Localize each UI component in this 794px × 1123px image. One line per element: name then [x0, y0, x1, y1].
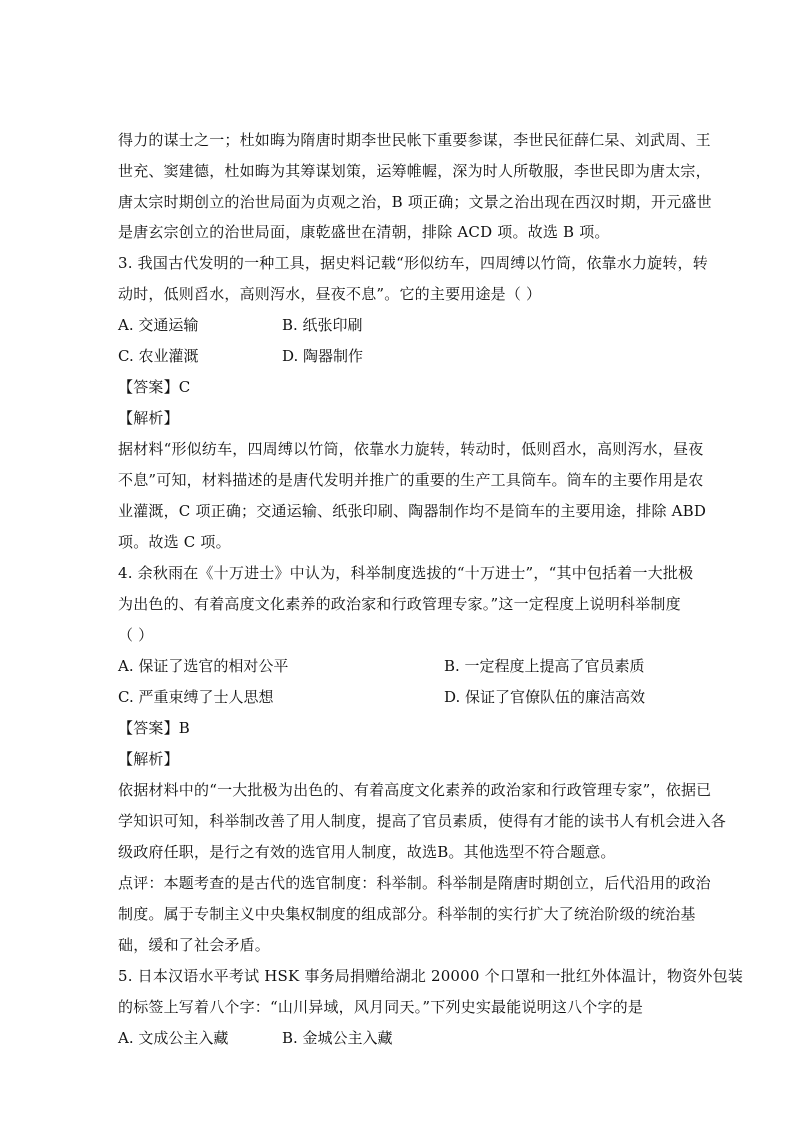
q4-stem-line-1: 4. 余秋雨在《十万进士》中认为，科举制度选拔的“十万进士”，“其中包括着一大批极 — [118, 564, 694, 582]
q3-option-a: A. 交通运输 — [118, 316, 199, 334]
q3-analysis-line-2: 不息”可知，材料描述的是唐代发明并推广的重要的生产工具筒车。筒车的主要作用是农 — [118, 471, 704, 489]
q3-option-b: B. 纸张印刷 — [282, 316, 363, 334]
q3-answer: 【答案】C — [118, 378, 191, 396]
q3-option-d: D. 陶器制作 — [282, 347, 364, 365]
q4-analysis-line-3: 级政府任职，是行之有效的选官用人制度，故选B。其他选型不符合题意。 — [118, 843, 616, 861]
q4-answer: 【答案】B — [118, 719, 191, 737]
q3-stem-line-2: 动时，低则舀水，高则泻水，昼夜不息”。它的主要用途是（ ） — [118, 285, 542, 303]
q5-option-b: B. 金城公主入藏 — [282, 1029, 393, 1047]
q3-analysis-line-1: 据材料“形似纺车，四周缚以竹筒，依靠水力旋转，转动时，低则舀水，高则泻水，昼夜 — [118, 440, 704, 458]
q3-stem-line-1: 3. 我国古代发明的一种工具，据史料记载“形似纺车，四周缚以竹筒，依靠水力旋转，转 — [118, 254, 708, 272]
q4-stem-line-3: （ ） — [118, 626, 154, 644]
q4-analysis-line-1: 依据材料中的“一大批极为出色的、有着高度文化素养的政治家和行政管理专家”，依据已 — [118, 781, 712, 799]
q4-comment-line-2: 制度。属于专制主义中央集权制度的组成部分。科举制的实行扩大了统治阶级的统治基 — [118, 905, 696, 923]
q4-comment-line-3: 础，缓和了社会矛盾。 — [118, 936, 271, 954]
q4-analysis-line-2: 学知识可知，科举制改善了用人制度，提高了官员素质，使得有才能的读书人有机会进入各 — [118, 812, 727, 830]
q2-analysis-line-4: 是唐玄宗创立的治世局面，康乾盛世在清朝，排除 ACD 项。故选 B 项。 — [118, 223, 610, 241]
q4-option-c: C. 严重束缚了士人思想 — [118, 688, 274, 706]
q4-option-d: D. 保证了官僚队伍的廉洁高效 — [444, 688, 646, 706]
q2-analysis-line-2: 世充、窦建德，杜如晦为其筹谋划策，运筹帷幄，深为时人所敬服，李世民即为唐太宗， — [118, 162, 711, 180]
q5-stem-line-2: 的标签上写着八个字：“山川异域，风月同天。”下列史实最能说明这八个字的是 — [118, 998, 644, 1016]
q4-analysis-label: 【解析】 — [118, 750, 179, 768]
q2-analysis-line-3: 唐太宗时期创立的治世局面为贞观之治，B 项正确；文景之治出现在西汉时期，开元盛世 — [118, 193, 712, 211]
q4-option-b: B. 一定程度上提高了官员素质 — [444, 657, 645, 675]
q3-analysis-label: 【解析】 — [118, 409, 179, 427]
q3-option-c: C. 农业灌溉 — [118, 347, 199, 365]
q5-option-a: A. 文成公主入藏 — [118, 1029, 229, 1047]
q3-analysis-line-4: 项。故选 C 项。 — [118, 533, 231, 551]
q3-analysis-line-3: 业灌溉，C 项正确；交通运输、纸张印刷、陶器制作均不是筒车的主要用途，排除 ABD — [118, 502, 707, 520]
q5-stem-line-1: 5. 日本汉语水平考试 HSK 事务局捐赠给湖北 20000 个口罩和一批红外体温计，物资外包装 — [118, 967, 744, 985]
q4-stem-line-2: 为出色的、有着高度文化素养的政治家和行政管理专家。”这一定程度上说明科举制度 — [118, 595, 681, 613]
q2-analysis-line-1: 得力的谋士之一；杜如晦为隋唐时期李世民帐下重要参谋，李世民征薛仁杲、刘武周、王 — [118, 131, 711, 149]
q4-comment-line-1: 点评：本题考查的是古代的选官制度：科举制。科举制是隋唐时期创立，后代沿用的政治 — [118, 874, 711, 892]
q4-option-a: A. 保证了选官的相对公平 — [118, 657, 289, 675]
